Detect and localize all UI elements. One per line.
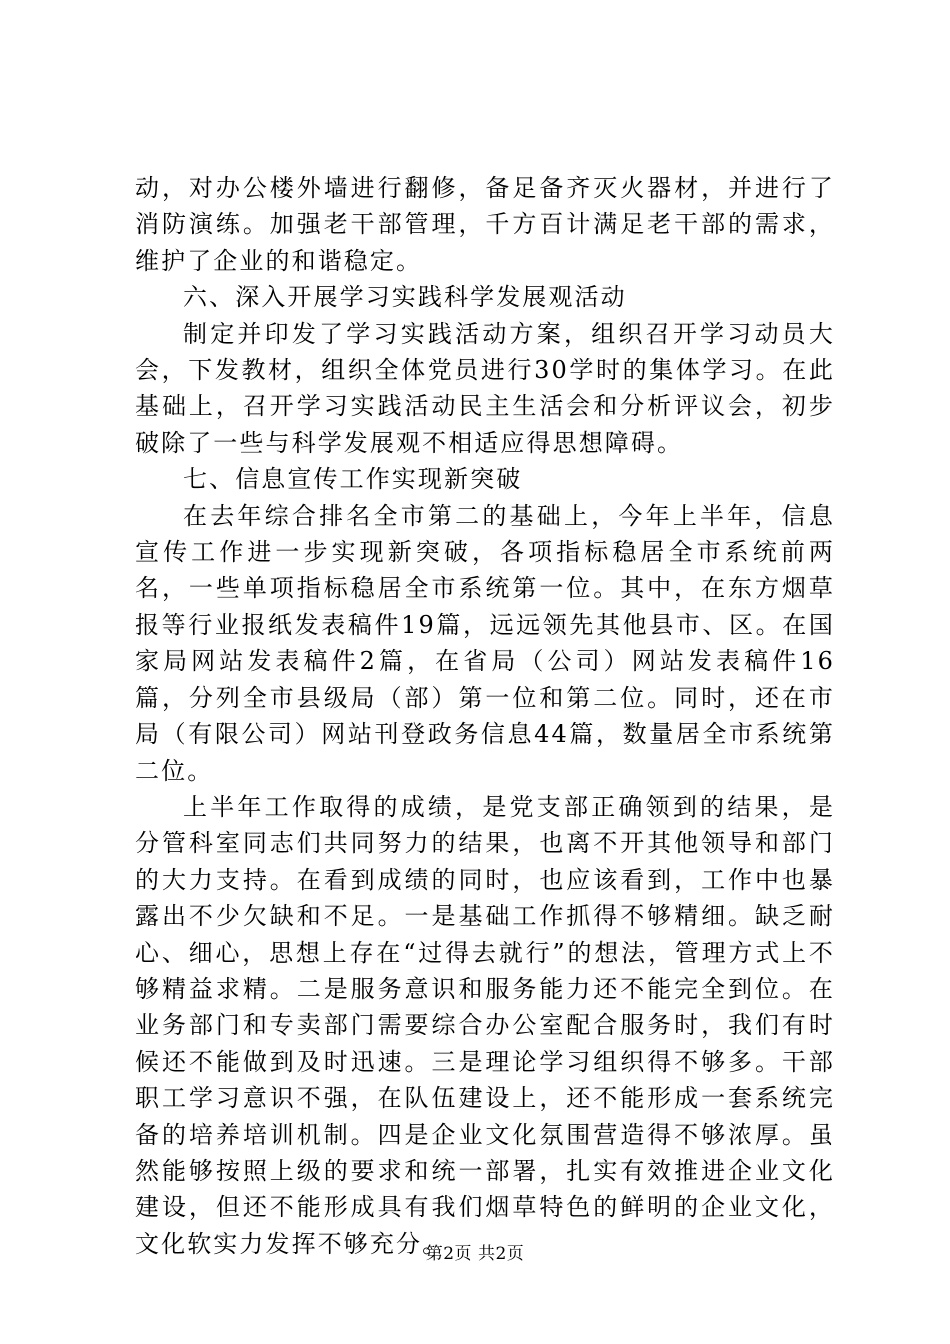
- section-heading: 六、深入开展学习实践科学发展观活动: [183, 283, 627, 312]
- document-body: [135, 170, 835, 1262]
- body-paragraph: 制定并印发了学习实践活动方案，组织召开学习动员大会，下发教材，组织全体党员进行30学时的集体学习。在此基础上，召开学习实践活动民主生活会和分析评议会，初步破除了一些与科学发展观不相适应得思想障碍。: [135, 319, 835, 457]
- section-heading: 七、信息宣传工作实现新突破: [183, 465, 523, 494]
- page-footer: 第2页 共2页: [425, 1244, 525, 1264]
- body-paragraph: 在去年综合排名全市第二的基础上，今年上半年，信息宣传工作进一步实现新突破，各项指标稳居全市系统前两名，一些单项指标稳居全市系统第一位。其中，在东方烟草报等行业报纸发表稿件19篇，远远领先其他县市、区。在国家局网站发表稿件2篇，在省局（公司）网站发表稿件16篇，分列全市县级局（部）第一位和第二位。同时，还在市局（有限公司）网站刊登政务信息44篇，数量居全市系统第二位。: [135, 501, 835, 785]
- body-paragraph: 上半年工作取得的成绩，是党支部正确领到的结果，是分管科室同志们共同努力的结果，也离不开其他领导和部门的大力支持。在看到成绩的同时，也应该看到，工作中也暴露出不少欠缺和不足。一是基础工作抓得不够精细。缺乏耐心、细心，思想上存在“过得去就行”的想法，管理方式上不够精益求精。二是服务意识和服务能力还不能完全到位。在业务部门和专卖部门需要综合办公室配合服务时，我们有时候还不能做到及时迅速。三是理论学习组织得不够多。干部职工学习意识不强，在队伍建设上，还不能形成一套系统完备的培养培训机制。四是企业文化氛围营造得不够浓厚。虽然能够按照上级的要求和统一部署，扎实有效推进企业文化建设，但还不能形成具有我们烟草特色的鲜明的企业文化，文化软实力发挥不够充分。: [135, 792, 835, 1258]
- body-paragraph: 动，对办公楼外墙进行翻修，备足备齐灭火器材，并进行了消防演练。加强老干部管理，千方百计满足老干部的需求，维护了企业的和谐稳定。: [135, 174, 835, 275]
